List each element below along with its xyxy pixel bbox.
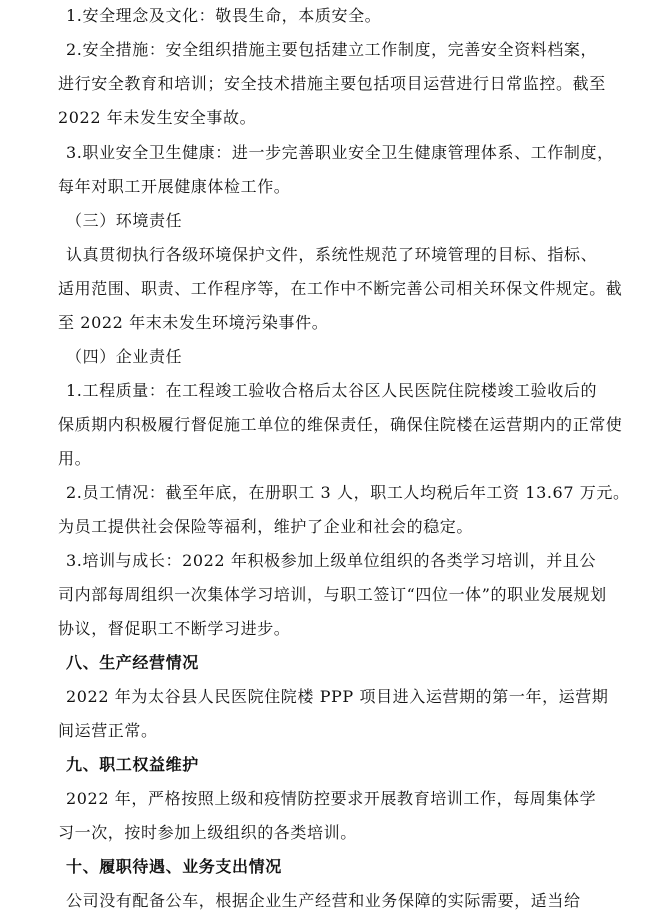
paragraph-line: 2.员工情况：截至年底，在册职工 3 人，职工人均税后年工资 13.67 万元。 (66, 483, 630, 502)
chapter-heading: 十、履职待遇、业务支出情况 (66, 857, 282, 876)
chapter-heading: 八、生产经营情况 (66, 653, 199, 672)
paragraph-line: 保质期内积极履行督促施工单位的维保责任，确保住院楼在运营期内的正常使 (58, 415, 623, 434)
paragraph-line: 认真贯彻执行各级环境保护文件，系统性规范了环境管理的目标、指标、 (66, 245, 598, 264)
paragraph-line: 公司没有配备公车，根据企业生产经营和业务保障的实际需要，适当给 (66, 891, 581, 910)
paragraph-line: 3.培训与成长：2022 年积极参加上级单位组织的各类学习培训，并且公 (66, 551, 597, 570)
paragraph-line: 适用范围、职责、工作程序等，在工作中不断完善公司相关环保文件规定。截 (58, 279, 623, 298)
paragraph-line: 间运营正常。 (58, 721, 158, 740)
paragraph-line: 3.职业安全卫生健康：进一步完善职业安全卫生健康管理体系、工作制度， (66, 143, 614, 162)
chapter-heading: 九、职工权益维护 (66, 755, 199, 774)
paragraph-line: 至 2022 年末未发生环境污染事件。 (58, 313, 329, 332)
section-heading: （三）环境责任 (66, 211, 183, 230)
paragraph-line: 每年对职工开展健康体检工作。 (58, 177, 291, 196)
paragraph-line: 协议，督促职工不断学习进步。 (58, 619, 291, 638)
paragraph-line: 司内部每周组织一次集体学习培训，与职工签订“四位一体”的职业发展规划 (58, 585, 607, 604)
paragraph-line: 1.安全理念及文化：敬畏生命，本质安全。 (66, 6, 382, 25)
paragraph-line: 2022 年，严格按照上级和疫情防控要求开展教育培训工作，每周集体学 (66, 789, 597, 808)
paragraph-line: 用。 (58, 449, 92, 468)
paragraph-line: 2022 年为太谷县人民医院住院楼 PPP 项目进入运营期的第一年，运营期 (66, 687, 609, 706)
paragraph-line: 为员工提供社会保险等福利，维护了企业和社会的稳定。 (58, 517, 474, 536)
paragraph-line: 2022 年未发生安全事故。 (58, 108, 257, 127)
paragraph-line: 1.工程质量：在工程竣工验收合格后太谷区人民医院住院楼竣工验收后的 (66, 381, 598, 400)
section-heading: （四）企业责任 (66, 347, 183, 366)
paragraph-line: 习一次，按时参加上级组织的各类培训。 (58, 823, 357, 842)
paragraph-line: 进行安全教育和培训；安全技术措施主要包括项目运营进行日常监控。截至 (58, 74, 606, 93)
paragraph-line: 2.安全措施：安全组织措施主要包括建立工作制度，完善安全资料档案， (66, 40, 598, 59)
